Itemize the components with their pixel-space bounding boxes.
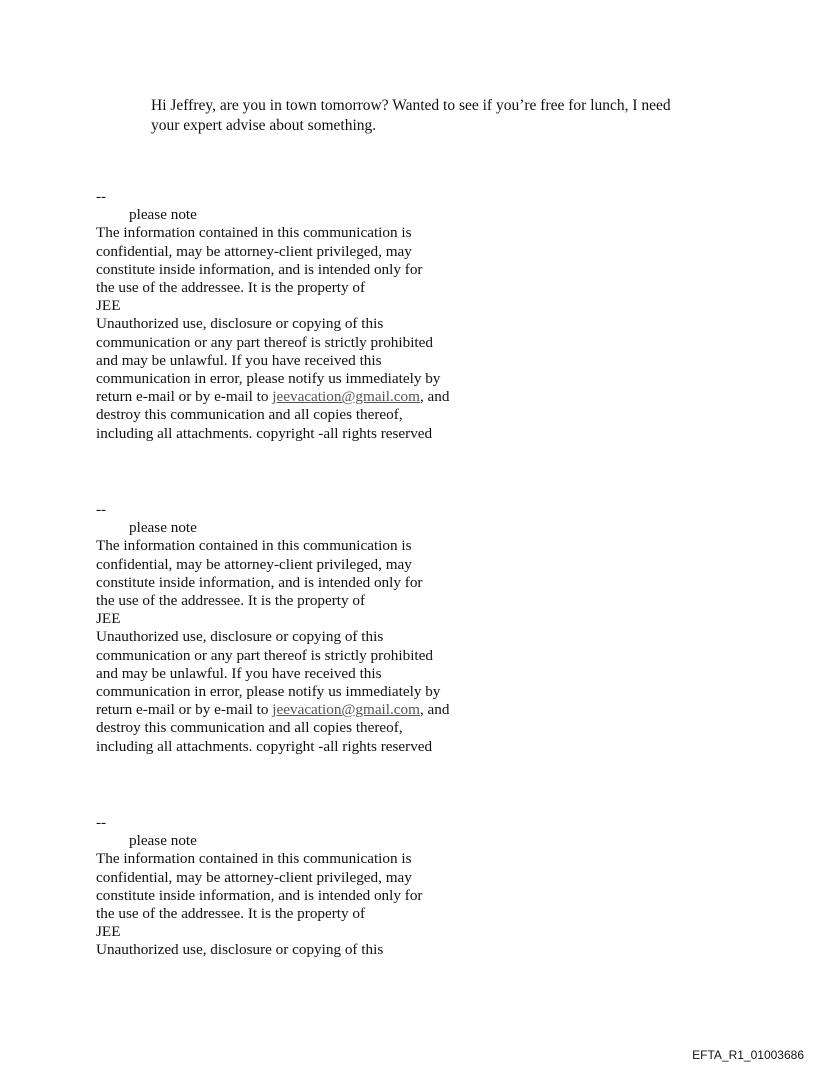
notice-line: and may be unlawful. If you have received this bbox=[96, 664, 382, 682]
notice-line: Unauthorized use, disclosure or copying of this bbox=[96, 315, 384, 333]
notice-line: destroy this communication and all copies thereof, bbox=[96, 719, 403, 737]
confidentiality-notice bbox=[96, 188, 496, 443]
notice-email-line bbox=[96, 388, 496, 406]
notice-line: constitute inside information, and is intended only for bbox=[96, 573, 423, 591]
notice-line: destroy this communication and all copies thereof, bbox=[96, 406, 403, 424]
notice-line: The information contained in this communication is bbox=[96, 850, 412, 868]
notice-heading: please note bbox=[129, 832, 197, 850]
notice-line: The information contained in this communication is bbox=[96, 224, 412, 242]
confidentiality-notice bbox=[96, 814, 496, 960]
notice-line: including all attachments. copyright -all rights reserved bbox=[96, 424, 433, 442]
notice-line: the use of the addressee. It is the property of bbox=[96, 592, 366, 610]
notice-line: Unauthorized use, disclosure or copying of this bbox=[96, 941, 384, 959]
notice-line: the use of the addressee. It is the property of bbox=[96, 905, 366, 923]
notice-line: and may be unlawful. If you have received this bbox=[96, 351, 382, 369]
email-suffix: , and bbox=[419, 701, 450, 719]
notice-line: constitute inside information, and is intended only for bbox=[96, 886, 423, 904]
notice-line: JEE bbox=[96, 297, 121, 315]
notice-line: communication in error, please notify us immediately by bbox=[96, 683, 441, 701]
email-suffix: , and bbox=[419, 388, 450, 406]
email-link[interactable]: jeevacation@gmail.com bbox=[272, 388, 420, 406]
document-id-stamp: EFTA_R1_01003686 bbox=[692, 1048, 804, 1062]
notice-line: The information contained in this communication is bbox=[96, 537, 412, 555]
notice-line: JEE bbox=[96, 923, 121, 941]
email-link[interactable]: jeevacation@gmail.com bbox=[272, 701, 420, 719]
notice-email-line bbox=[96, 701, 496, 719]
notice-heading: please note bbox=[129, 206, 197, 224]
signature-separator: -- bbox=[96, 188, 107, 205]
notice-line: communication or any part thereof is strictly prohibited bbox=[96, 646, 433, 664]
email-prefix: return e-mail or by e-mail to bbox=[96, 701, 273, 719]
notice-heading: please note bbox=[129, 519, 197, 537]
greeting-line: your expert advise about something. bbox=[151, 117, 377, 134]
email-prefix: return e-mail or by e-mail to bbox=[96, 388, 273, 406]
greeting-line: Hi Jeffrey, are you in town tomorrow? Wanted to see if you’re free for lunch, I need bbox=[151, 97, 671, 114]
notice-line: JEE bbox=[96, 610, 121, 628]
notice-line: confidential, may be attorney-client privileged, may bbox=[96, 868, 412, 886]
notice-line: Unauthorized use, disclosure or copying of this bbox=[96, 628, 384, 646]
notice-line: the use of the addressee. It is the property of bbox=[96, 279, 366, 297]
notice-line: including all attachments. copyright -all rights reserved bbox=[96, 737, 433, 755]
signature-separator: -- bbox=[96, 501, 107, 518]
notice-line: confidential, may be attorney-client privileged, may bbox=[96, 242, 412, 260]
confidentiality-notice bbox=[96, 501, 496, 756]
notice-line: confidential, may be attorney-client privileged, may bbox=[96, 555, 412, 573]
signature-separator: -- bbox=[96, 814, 107, 831]
notice-line: communication in error, please notify us immediately by bbox=[96, 370, 441, 388]
notice-line: constitute inside information, and is intended only for bbox=[96, 260, 423, 278]
notice-line: communication or any part thereof is strictly prohibited bbox=[96, 333, 433, 351]
email-greeting bbox=[151, 96, 751, 136]
